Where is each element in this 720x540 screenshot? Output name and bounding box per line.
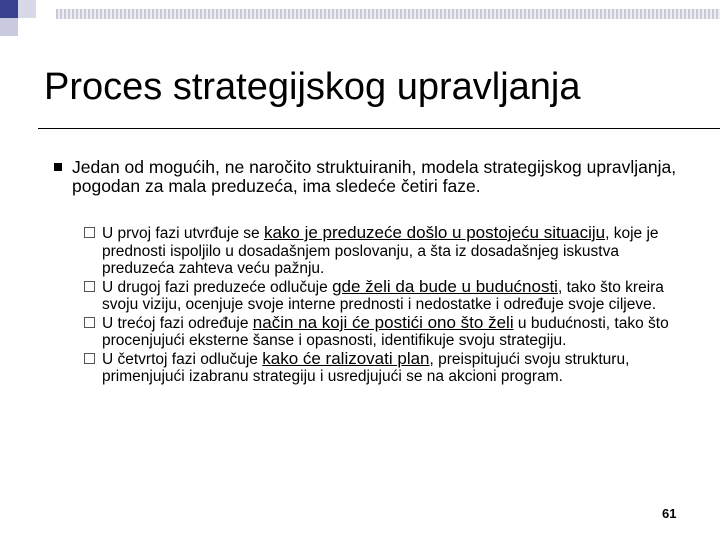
sub-bullet-emphasis: kako će ralizovati plan	[262, 348, 430, 368]
square-bullet-icon	[54, 163, 62, 171]
sub-bullet-text: U prvoj fazi utvrđuje se	[102, 225, 264, 242]
sub-bullet-text: U četvrtoj fazi odlučuje	[102, 350, 263, 368]
main-bullet-text: Jedan od mogućih, ne naročito struktuiranih, modela strategijskog upravljanja, pogodan za mala preduzeća, ima sledeće četiri faze.	[72, 157, 677, 196]
sub-bullet-item	[84, 314, 694, 350]
deco-square	[0, 18, 18, 36]
sub-bullet-text: , tako što kreira svoju viziju, ocenjuje svoje interne prednosti i nedostatke i određuje svoje ciljeve.	[102, 278, 664, 313]
sub-bullet-list	[84, 224, 694, 386]
title-divider	[38, 128, 720, 129]
sub-bullet-text: U trećoj fazi određuje	[102, 314, 253, 332]
sub-bullet-text: u budućnosti, tako što procenjujući eksterne šanse i opasnosti, identifikuje svoju strategiju.	[102, 314, 669, 349]
sub-bullet-emphasis: gde želi da bude u budućnosti	[332, 276, 558, 296]
hollow-square-bullet-icon	[84, 353, 95, 364]
deco-square	[0, 0, 18, 18]
sub-bullet-text: , preispitujući svoju strukturu, primenjujući izabranu strategiju i usredjujući se na akcioni program.	[102, 350, 630, 385]
main-bullet	[60, 158, 690, 196]
page-number: 61	[662, 506, 677, 521]
sub-bullet-text: U drugoj fazi preduzeće odlučuje	[102, 278, 333, 296]
sub-bullet-item	[84, 350, 694, 386]
sub-bullet-text: , koje je prednosti ispoljilo u dosadašnjem poslovanju, a šta iz dosadašnjeg iskustva preduzeća zahteva veću pažnju.	[102, 225, 659, 277]
hollow-square-bullet-icon	[84, 317, 95, 328]
sub-bullet-emphasis: način na koji će postići ono što želi	[252, 312, 514, 332]
deco-square	[18, 18, 36, 36]
sub-bullet-item	[84, 278, 694, 314]
deco-square	[18, 0, 36, 18]
hollow-square-bullet-icon	[84, 281, 95, 292]
hollow-square-bullet-icon	[84, 227, 95, 238]
slide-title: Proces strategijskog upravljanja	[44, 66, 581, 108]
header-stripe	[56, 9, 720, 19]
sub-bullet-item	[84, 224, 694, 278]
sub-bullet-emphasis: kako je preduzeće došlo u postojeću situaciju	[263, 223, 606, 242]
